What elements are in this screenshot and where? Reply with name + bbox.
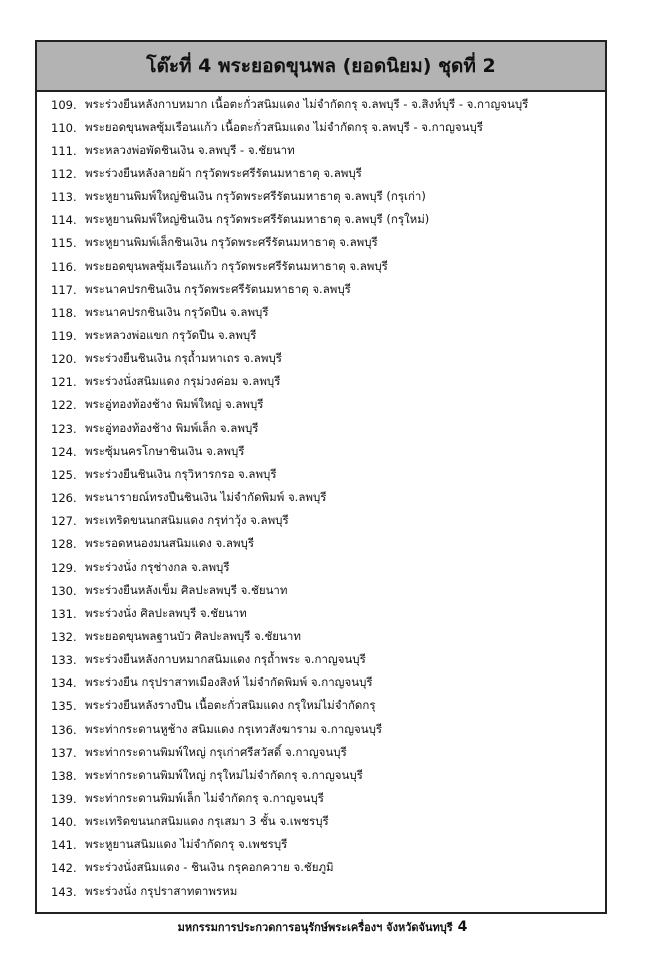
item-text: พระร่วงยืนชินเงิน กรุถ้ำมหาเถร จ.ลพบุรี xyxy=(85,351,282,366)
item-text: พระซุ้มนครโกษาชินเงิน จ.ลพบุรี xyxy=(85,443,245,458)
list-item xyxy=(51,857,334,880)
item-text: พระร่วงยืนหลังเข็ม ศิลปะลพบุรี จ.ชัยนาท xyxy=(85,582,288,597)
item-number: 135. xyxy=(51,699,77,714)
page-number: 4 xyxy=(457,919,468,935)
item-text: พระร่วงนั่งสนิมแดง กรุม่วงค่อม จ.ลพบุรี xyxy=(85,374,281,389)
item-number: 139. xyxy=(51,792,77,806)
item-text: พระนารายณ์ทรงปืนชินเงิน ไม่จำกัดพิมพ์ จ.ลพบุรี xyxy=(85,490,327,505)
list-item xyxy=(51,116,483,139)
item-number: 133. xyxy=(51,653,77,668)
list-item xyxy=(51,510,289,533)
item-text: พระร่วงยืนชินเงิน กรุวิหารกรอ จ.ลพบุรี xyxy=(85,466,277,481)
item-text: พระท่ากระดานพิมพ์เล็ก ไม่จำกัดกรุ จ.กาญจนบุรี xyxy=(85,791,324,805)
item-text: พระร่วงนั่ง กรุช่างกล จ.ลพบุรี xyxy=(85,559,230,574)
list-item xyxy=(51,672,373,695)
item-number: 120. xyxy=(51,352,77,367)
list-item xyxy=(51,255,388,278)
table-header xyxy=(37,42,605,92)
item-text: พระท่ากระดานพิมพ์ใหญ่ กรุใหม่ไม่จำกัดกรุ จ.กาญจนบุรี xyxy=(85,767,363,782)
list-item xyxy=(51,811,329,834)
item-number: 140. xyxy=(51,815,77,830)
item-text: พระหูยานพิมพ์ใหญ่ชินเงิน กรุวัดพระศรีรัตนมหาธาตุ จ.ลพบุรี (กรุเก่า) xyxy=(85,189,426,204)
item-number: 141. xyxy=(51,838,77,853)
list-item xyxy=(51,764,363,787)
item-number: 138. xyxy=(51,768,77,783)
item-text: พระหลวงพ่อพัดชินเงิน จ.ลพบุรี - จ.ชัยนาท xyxy=(85,142,295,157)
list-item xyxy=(51,741,347,764)
item-number: 118. xyxy=(51,305,77,320)
list-item xyxy=(51,417,258,440)
item-number: 112. xyxy=(51,166,77,181)
item-text: พระร่วงนั่ง ศิลปะลพบุรี จ.ชัยนาท xyxy=(85,605,247,620)
item-text: พระร่วงยืนหลังรางปืน เนื้อตะกั่วสนิมแดง กรุใหม่ไม่จำกัดกรุ xyxy=(85,698,376,713)
item-number: 122. xyxy=(51,398,77,413)
list-item xyxy=(51,162,362,185)
item-text: พระยอดขุนพลฐานบัว ศิลปะลพบุรี จ.ชัยนาท xyxy=(85,628,301,643)
list-item xyxy=(51,232,378,255)
item-number: 111. xyxy=(51,143,77,158)
list-item xyxy=(51,556,230,579)
list-item xyxy=(51,718,382,741)
item-number: 114. xyxy=(51,213,77,228)
footer-text: มหกรรมการประกวดการอนุรักษ์พระเครื่องฯ จังหวัดจันทบุรี xyxy=(177,921,453,934)
item-text: พระร่วงยืนหลังกาบหมาก เนื้อตะกั่วสนิมแดง ไม่จำกัดกรุ จ.ลพบุรี - จ.สิงห์บุรี - จ.กาญจนบุรี xyxy=(85,96,529,111)
item-number: 124. xyxy=(51,444,77,459)
item-text: พระหูยานสนิมแดง ไม่จำกัดกรุ จ.เพชรบุรี xyxy=(85,837,288,852)
list-item xyxy=(51,880,237,903)
item-number: 132. xyxy=(51,629,77,644)
list-item xyxy=(51,301,269,324)
list-item xyxy=(51,649,366,672)
list-item xyxy=(51,602,247,625)
item-number: 137. xyxy=(51,745,77,760)
item-number: 131. xyxy=(51,606,77,621)
item-text: พระอู่ทองท้องช้าง พิมพ์ใหญ่ จ.ลพบุรี xyxy=(85,397,264,412)
list-item xyxy=(51,533,254,556)
item-text: พระหูยานพิมพ์ใหญ่ชินเงิน กรุวัดพระศรีรัตนมหาธาตุ จ.ลพบุรี (กรุใหม่) xyxy=(85,212,430,227)
list-item xyxy=(51,463,277,486)
item-number: 130. xyxy=(51,583,77,598)
list-item xyxy=(51,278,351,301)
item-number: 128. xyxy=(51,537,77,552)
list-item xyxy=(51,625,301,648)
item-text: พระร่วงยืน กรุปราสาทเมืองสิงห์ ไม่จำกัดพิมพ์ จ.กาญจนบุรี xyxy=(85,675,373,690)
item-number: 127. xyxy=(51,514,77,529)
list-item xyxy=(51,139,295,162)
item-text: พระเทริดขนนกสนิมแดง กรุท่าวุ้ง จ.ลพบุรี xyxy=(85,513,289,528)
item-text: พระร่วงนั่ง กรุปราสาทตาพรหม xyxy=(85,883,238,898)
page-footer xyxy=(0,918,645,936)
list-item xyxy=(51,325,256,348)
list-item xyxy=(51,487,326,510)
item-text: พระร่วงนั่งสนิมแดง - ชินเงิน กรุคอกควาย จ.ชัยภูมิ xyxy=(85,860,334,875)
item-text: พระยอดขุนพลซุ้มเรือนแก้ว เนื้อตะกั่วสนิมแดง ไม่จำกัดกรุ จ.ลพบุรี - จ.กาญจนบุรี xyxy=(85,119,483,134)
list-item xyxy=(51,579,287,602)
item-number: 143. xyxy=(51,884,77,899)
item-text: พระรอดหนองมนสนิมแดง จ.ลพบุรี xyxy=(85,536,255,551)
competition-table-frame xyxy=(35,40,607,914)
list-item xyxy=(51,93,528,116)
item-number: 129. xyxy=(51,560,77,575)
item-text: พระหูยานพิมพ์เล็กชินเงิน กรุวัดพระศรีรัตนมหาธาตุ จ.ลพบุรี xyxy=(85,235,378,250)
item-number: 119. xyxy=(51,329,77,343)
item-text: พระท่ากระดานพิมพ์ใหญ่ กรุเก่าศรีสวัสดิ์ จ.กาญจนบุรี xyxy=(85,744,347,759)
list-item xyxy=(51,348,282,371)
table-title: โต๊ะที่ 4 พระยอดขุนพล (ยอดนิยม) ชุดที่ 2 xyxy=(146,55,496,77)
item-number: 134. xyxy=(51,676,77,691)
item-text: พระท่ากระดานหูช้าง สนิมแดง กรุเทวสังฆาราม จ.กาญจนบุรี xyxy=(85,721,383,736)
item-text: พระยอดขุนพลซุ้มเรือนแก้ว กรุวัดพระศรีรัตนมหาธาตุ จ.ลพบุรี xyxy=(85,258,388,273)
item-number: 126. xyxy=(51,491,77,506)
item-text: พระร่วงยืนหลังลายผ้า กรุวัดพระศรีรัตนมหาธาตุ จ.ลพบุรี xyxy=(85,165,362,180)
list-item xyxy=(51,788,324,811)
list-item xyxy=(51,834,287,857)
list-item xyxy=(51,186,426,209)
item-number: 113. xyxy=(51,190,77,205)
list-item xyxy=(51,209,429,232)
list-item xyxy=(51,440,244,463)
item-text: พระหลวงพ่อแขก กรุวัดปืน จ.ลพบุรี xyxy=(85,328,257,342)
item-number: 142. xyxy=(51,861,77,876)
item-number: 110. xyxy=(51,120,77,135)
list-item xyxy=(51,695,376,718)
item-number: 117. xyxy=(51,282,77,297)
list-item xyxy=(51,371,280,394)
item-number: 121. xyxy=(51,375,77,390)
item-number: 125. xyxy=(51,467,77,482)
item-number: 115. xyxy=(51,236,77,251)
item-number: 123. xyxy=(51,421,77,436)
item-text: พระนาคปรกชินเงิน กรุวัดปืน จ.ลพบุรี xyxy=(85,304,269,319)
item-number: 109. xyxy=(51,97,77,112)
item-text: พระร่วงยืนหลังกาบหมากสนิมแดง กรุถ้ำพระ จ.กาญจนบุรี xyxy=(85,652,366,667)
item-number: 136. xyxy=(51,722,77,737)
item-text: พระนาคปรกชินเงิน กรุวัดพระศรีรัตนมหาธาตุ จ.ลพบุรี xyxy=(85,281,351,296)
item-number: 116. xyxy=(51,259,77,274)
item-text: พระเทริดขนนกสนิมแดง กรุเสมา 3 ชั้น จ.เพชรบุรี xyxy=(85,814,329,829)
item-text: พระอู่ทองท้องช้าง พิมพ์เล็ก จ.ลพบุรี xyxy=(85,420,259,435)
list-item xyxy=(51,394,263,417)
